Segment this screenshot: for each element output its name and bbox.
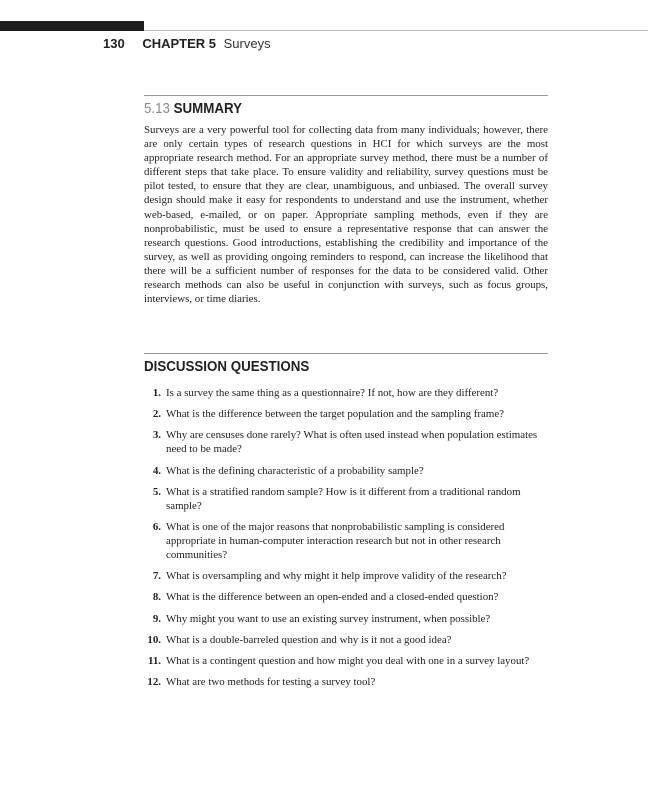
- question-item: [132, 654, 552, 668]
- question-number: 6.: [152, 520, 161, 533]
- question-text: Why are censuses done rarely? What is often used instead when population estimates need to be made?: [166, 429, 538, 456]
- header-rule: [144, 30, 648, 31]
- question-number: 9.: [152, 612, 161, 625]
- question-text: What is oversampling and why might it help improve validity of the research?: [166, 570, 507, 583]
- summary-heading: [144, 101, 242, 117]
- question-number: 11.: [147, 654, 161, 667]
- question-text: What is the difference between the target population and the sampling frame?: [166, 408, 504, 421]
- question-item: [132, 428, 552, 456]
- question-number: 1.: [152, 387, 161, 399]
- question-number: 10.: [147, 633, 161, 646]
- question-number: 2.: [152, 408, 161, 421]
- question-number: 5.: [152, 485, 161, 498]
- question-item: [132, 633, 552, 647]
- running-head: [103, 36, 271, 51]
- discussion-questions-list: [132, 386, 552, 696]
- question-number: 12.: [147, 676, 161, 689]
- summary-paragraph: Surveys are a very powerful tool for collecting data from many individuals; however, there are only certain types of research questions in HCI for which surveys are the most appropriate research method. For an appropriate survey method, there must be a number of different steps that take place. To ensure validity and reliability, survey questions must be pilot tested, to ensure that they are clear, unambiguous, and unbiased. The overall survey design should make it easy for respondents to understand and use the instrument, whether web-based, e-mailed, or on paper. Appropriate sampling methods, even if they are nonprobabilistic, must be used to ensure a representative response that can answer the research questions. Good introductions, establishing the credibility and importance of the survey, as well as providing ongoing reminders to respond, can increase the likelihood that there will be a sufficient number of responses for the data to be considered valid. Other research methods can also be useful in conjunction with surveys, such as focus groups, interviews, or time diaries.: [144, 124, 548, 306]
- question-item: [132, 612, 552, 626]
- discussion-rule: [144, 353, 548, 354]
- question-text: What is one of the major reasons that nonprobabilistic sampling is considered appropriate in human-computer interaction research but not in other research communities?: [166, 520, 505, 561]
- question-number: 3.: [152, 429, 161, 442]
- question-text: What is a contingent question and how might you deal with one in a survey layout?: [166, 654, 530, 667]
- question-item: [132, 590, 552, 604]
- question-item: [132, 464, 552, 478]
- section-number: 5.13: [144, 101, 170, 117]
- chapter-title: Surveys: [223, 36, 271, 51]
- question-item: [132, 386, 552, 400]
- question-item: [132, 675, 552, 689]
- question-text: What is the difference between an open-ended and a closed-ended question?: [166, 591, 499, 604]
- summary-rule: [144, 95, 548, 96]
- question-text: Is a survey the same thing as a questionnaire? If not, how are they different?: [166, 387, 499, 399]
- question-item: [132, 407, 552, 421]
- question-number: 7.: [152, 570, 161, 583]
- question-text: Why might you want to use an existing survey instrument, when possible?: [166, 612, 491, 625]
- question-text: What is a stratified random sample? How is it different from a traditional random sample?: [166, 485, 521, 512]
- question-item: [132, 520, 552, 562]
- question-number: 4.: [152, 464, 161, 477]
- question-text: What is the defining characteristic of a probability sample?: [166, 464, 424, 477]
- section-title: SUMMARY: [173, 101, 243, 117]
- chapter-label: CHAPTER 5: [142, 36, 217, 51]
- question-item: [132, 485, 552, 513]
- question-number: 8.: [152, 591, 161, 604]
- question-item: [132, 569, 552, 583]
- question-text: What is a double-barreled question and why is it not a good idea?: [166, 633, 452, 646]
- discussion-heading: DISCUSSION QUESTIONS: [144, 359, 310, 375]
- header-black-bar: [0, 21, 144, 31]
- question-text: What are two methods for testing a survey tool?: [166, 676, 376, 689]
- page-number: 130: [103, 36, 125, 51]
